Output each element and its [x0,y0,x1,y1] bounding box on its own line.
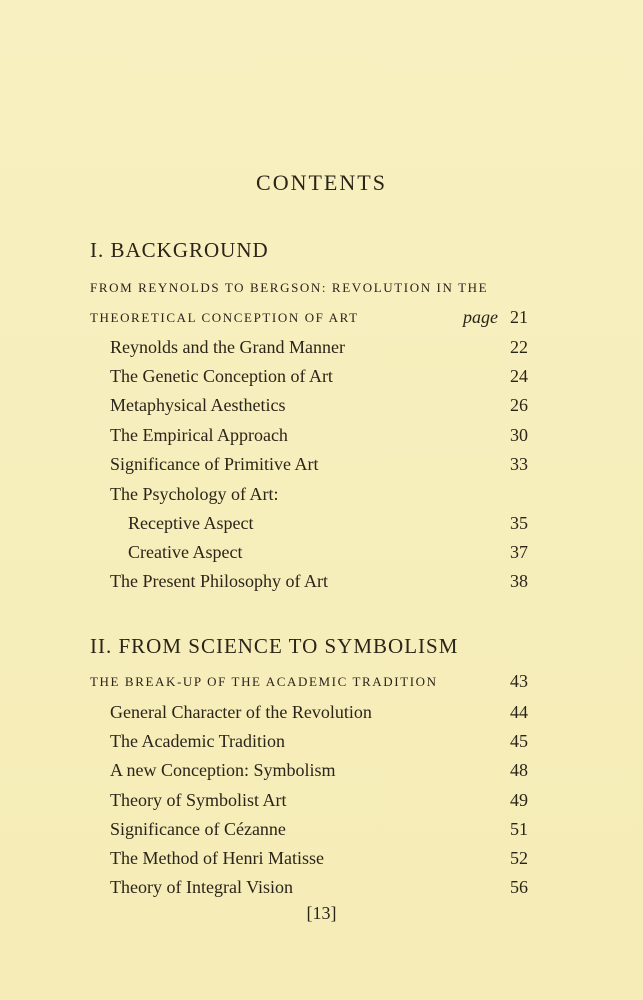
entry-page: 56 [510,877,528,897]
entry-page: 51 [510,819,528,839]
entry-label: The Method of Henri Matisse [110,848,324,868]
page-footer-number: [13] [306,903,337,923]
entry-label: The Psychology of Art: [110,484,279,504]
section-1-subheading-line-2 [90,307,528,327]
entry-label: General Character of the Revolution [110,702,372,722]
toc-entry [110,337,528,358]
toc-entry [110,395,528,416]
toc-entry [110,454,528,475]
section-heading-1: I. BACKGROUND [90,238,269,262]
entry-label: A new Conception: Symbolism [110,760,336,780]
toc-entry [110,819,528,840]
entry-page: 38 [510,571,528,591]
entry-label: The Present Philosophy of Art [110,571,328,591]
section-2-subheading [90,671,528,691]
entry-label: Significance of Cézanne [110,819,286,839]
toc-entry [110,425,528,446]
entry-label: Significance of Primitive Art [110,454,319,474]
entry-page: 24 [510,366,528,386]
entry-page: 35 [510,513,528,533]
entry-page: 37 [510,542,528,562]
entry-page: 52 [510,848,528,868]
entry-label: Theory of Symbolist Art [110,790,287,810]
entry-label: The Genetic Conception of Art [110,366,333,386]
entry-label: Reynolds and the Grand Manner [110,337,345,357]
entry-page: 45 [510,731,528,751]
entry-page: 30 [510,425,528,445]
entry-page: 26 [510,395,528,415]
toc-entry [110,790,528,811]
page-word: page [463,307,498,327]
toc-entry [128,513,528,534]
page-number: 43 [510,671,528,691]
subheading-text: FROM REYNOLDS TO BERGSON: REVOLUTION IN THE [90,280,489,295]
page-title: CONTENTS [256,170,387,195]
entry-label: Receptive Aspect [128,513,254,533]
section-heading-2: II. FROM SCIENCE TO SYMBOLISM [90,634,459,658]
toc-entry [110,848,528,869]
toc-entry [110,731,528,752]
entry-label: Theory of Integral Vision [110,877,294,897]
toc-entry [110,702,528,723]
entry-page: 22 [510,337,528,357]
toc-entry [110,877,528,898]
toc-entry [110,760,528,781]
toc-entry [110,484,528,505]
toc-entry [110,366,528,387]
subheading-text: THE BREAK-UP OF THE ACADEMIC TRADITION [90,674,438,689]
page-number: 21 [510,307,528,327]
entry-page: 48 [510,760,528,780]
entry-page: 33 [510,454,528,474]
toc-entry [128,542,528,563]
toc-entry [110,571,528,592]
entry-label: The Academic Tradition [110,731,285,751]
entry-page: 44 [510,702,528,722]
entry-label: The Empirical Approach [110,425,288,445]
entry-page: 49 [510,790,528,810]
entry-label: Metaphysical Aesthetics [110,395,286,415]
entry-label: Creative Aspect [128,542,243,562]
section-1-subheading-line-1 [90,280,528,296]
subheading-text: THEORETICAL CONCEPTION OF ART [90,310,359,325]
